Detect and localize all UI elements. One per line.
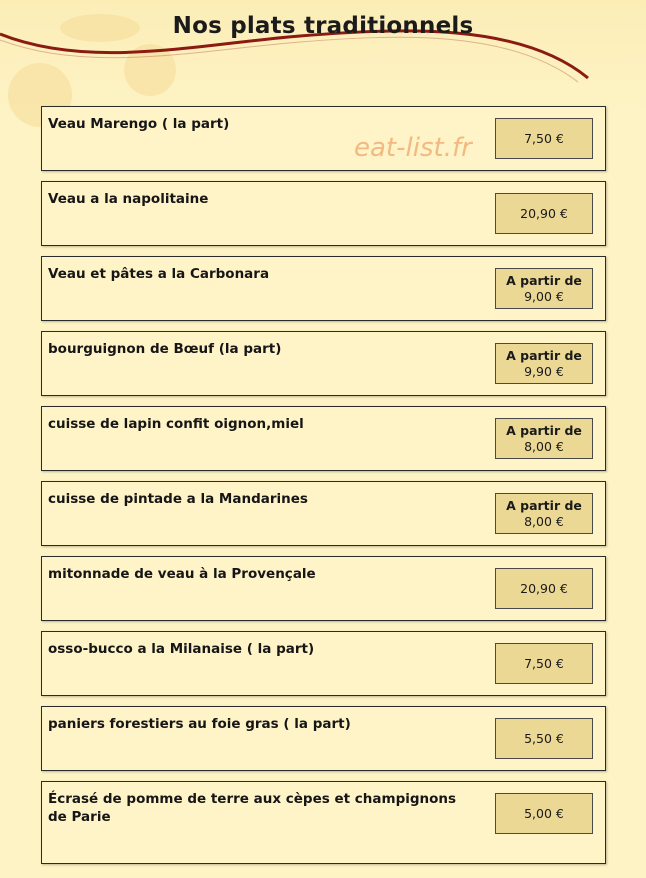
price-value: 7,50 €	[524, 130, 564, 146]
menu-item[interactable]	[41, 106, 606, 171]
dish-name: Écrasé de pomme de terre aux cèpes et champignons de Parie	[48, 791, 457, 825]
price-prefix: A partir de	[506, 347, 582, 363]
price-box	[495, 643, 593, 684]
price-value: 20,90 €	[520, 205, 568, 221]
price-value: 5,50 €	[524, 730, 564, 746]
price-box	[495, 718, 593, 759]
price-value: 9,90 €	[524, 363, 564, 379]
menu-item[interactable]	[41, 406, 606, 471]
menu-item[interactable]	[41, 481, 606, 546]
price-value: 8,00 €	[524, 438, 564, 454]
dish-name: Veau Marengo ( la part)	[48, 116, 230, 132]
price-prefix: A partir de	[506, 497, 582, 513]
page-title: Nos plats traditionnels	[172, 13, 474, 39]
dish-name: osso-bucco a la Milanaise ( la part)	[48, 641, 315, 657]
menu-item[interactable]	[41, 631, 606, 696]
menu-item[interactable]	[41, 256, 606, 321]
dish-name: Veau et pâtes a la Carbonara	[48, 266, 270, 282]
dish-name: cuisse de lapin confit oignon,miel	[48, 416, 304, 432]
price-value: 8,00 €	[524, 513, 564, 529]
price-box	[495, 343, 593, 384]
dish-name: mitonnade de veau à la Provençale	[48, 566, 316, 582]
dish-name: cuisse de pintade a la Mandarines	[48, 491, 308, 507]
price-value: 7,50 €	[524, 655, 564, 671]
price-value: 20,90 €	[520, 580, 568, 596]
menu-item[interactable]	[41, 556, 606, 621]
price-box	[495, 193, 593, 234]
menu-item[interactable]	[41, 781, 606, 864]
dish-name: paniers forestiers au foie gras ( la part)	[48, 716, 351, 732]
price-box	[495, 568, 593, 609]
dish-name: Veau a la napolitaine	[48, 191, 209, 207]
price-box	[495, 793, 593, 834]
price-prefix: A partir de	[506, 272, 582, 288]
price-box	[495, 268, 593, 309]
dish-name: bourguignon de Bœuf (la part)	[48, 341, 282, 357]
menu-item[interactable]	[41, 331, 606, 396]
price-value: 9,00 €	[524, 288, 564, 304]
menu-item[interactable]	[41, 706, 606, 771]
price-value: 5,00 €	[524, 805, 564, 821]
menu-list	[41, 106, 606, 874]
watermark: eat-list.fr	[354, 133, 472, 163]
price-prefix: A partir de	[506, 422, 582, 438]
price-box	[495, 493, 593, 534]
menu-item[interactable]	[41, 181, 606, 246]
price-box	[495, 418, 593, 459]
price-box	[495, 118, 593, 159]
